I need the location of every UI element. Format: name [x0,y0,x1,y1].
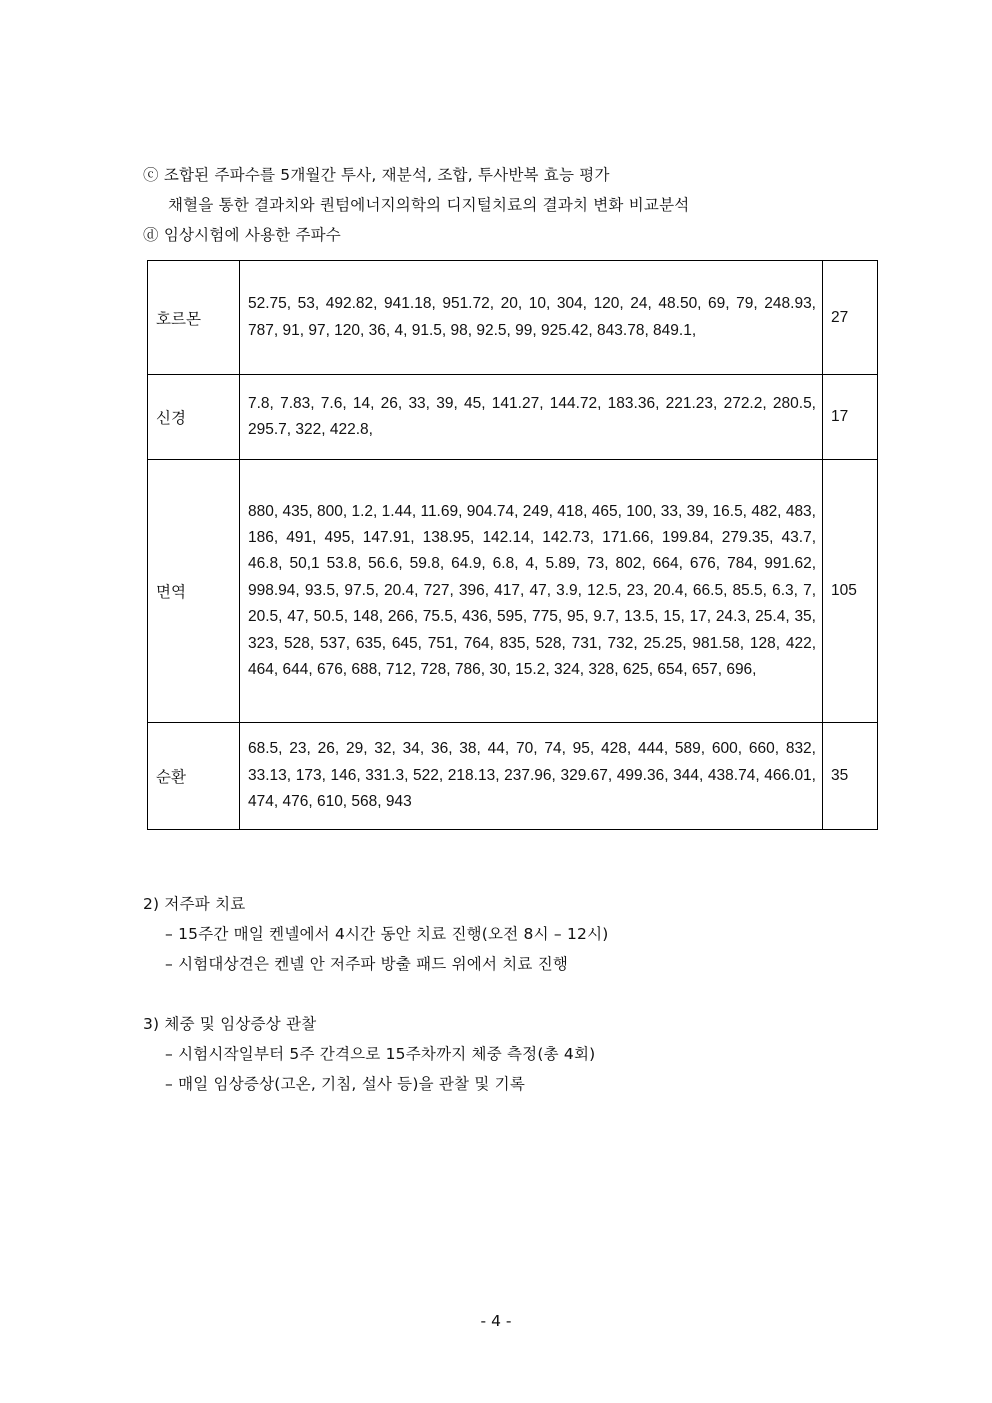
frequency-values-cell: 7.8, 7.83, 7.6, 14, 26, 33, 39, 45, 141.27, 144.72, 183.36, 221.23, 272.2, 280.5, 295.7, 322, 422.8, [240,375,823,460]
category-cell: 호르몬 [148,261,240,375]
table-row-hormone [148,261,878,375]
item-c-continued: 채혈을 통한 결과치와 퀀텀에너지의학의 디지털치료의 결과치 변화 비교분석 [168,196,690,214]
section-2-item-1: – 15주간 매일 켄넬에서 4시간 동안 치료 진행(오전 8시 – 12시) [165,925,609,943]
table-row-immune [148,460,878,723]
frequency-table [147,260,878,830]
item-c: ⓒ 조합된 주파수를 5개월간 투사, 재분석, 조합, 투사반복 효능 평가 [143,166,610,184]
frequency-values-cell: 68.5, 23, 26, 29, 32, 34, 36, 38, 44, 70, 74, 95, 428, 444, 589, 600, 660, 832, 33.13, 173, 146, 331.3, 522, 218.13, 237.96, 329.67, 499.36, 344, 438.74, 466.01, 474, 476, 610, 568, 943 [240,723,823,830]
frequency-values-cell: 880, 435, 800, 1.2, 1.44, 11.69, 904.74, 249, 418, 465, 100, 33, 39, 16.5, 482, 483, 186, 491, 495, 147.91, 138.95, 142.14, 142.73, 171.66, 199.84, 279.35, 43.7, 46.8, 50,1 53.8, 56.6, 59.8, 64.9, 6.8, 4, 5.89, 73, 802, 664, 676, 784, 991.62, 998.94, 93.5, 97.5, 20.4, 727, 396, 417, 47, 3.9, 12.5, 23, 20.4, 66.5, 85.5, 6.3, 7, 20.5, 47, 50.5, 148, 266, 75.5, 436, 595, 775, 95, 9.7, 13.5, 15, 17, 24.3, 25.4, 35, 323, 528, 537, 635, 645, 751, 764, 835, 528, 731, 732, 25.25, 981.58, 128, 422, 464, 644, 676, 688, 712, 728, 786, 30, 15.2, 324, 328, 625, 654, 657, 696, [240,460,823,723]
table-row-nerve [148,375,878,460]
category-cell: 면역 [148,460,240,723]
section-2-title: 2) 저주파 치료 [143,895,246,913]
page-number: - 4 - [480,1312,512,1330]
count-cell: 35 [823,723,878,830]
category-cell: 신경 [148,375,240,460]
section-3-item-2: – 매일 임상증상(고온, 기침, 설사 등)을 관찰 및 기록 [165,1075,526,1093]
category-cell: 순환 [148,723,240,830]
section-3-item-1: – 시험시작일부터 5주 간격으로 15주차까지 체중 측정(총 4회) [165,1045,596,1063]
section-3-title: 3) 체중 및 임상증상 관찰 [143,1015,317,1033]
frequency-values-cell: 52.75, 53, 492.82, 941.18, 951.72, 20, 10, 304, 120, 24, 48.50, 69, 79, 248.93, 787, 91, 97, 120, 36, 4, 91.5, 98, 92.5, 99, 925.42, 843.78, 849.1, [240,261,823,375]
table-row-circulation [148,723,878,830]
count-cell: 105 [823,460,878,723]
section-2-item-2: – 시험대상견은 켄넬 안 저주파 방출 패드 위에서 치료 진행 [165,955,569,973]
count-cell: 17 [823,375,878,460]
count-cell: 27 [823,261,878,375]
item-d: ⓓ 임상시험에 사용한 주파수 [143,226,341,244]
